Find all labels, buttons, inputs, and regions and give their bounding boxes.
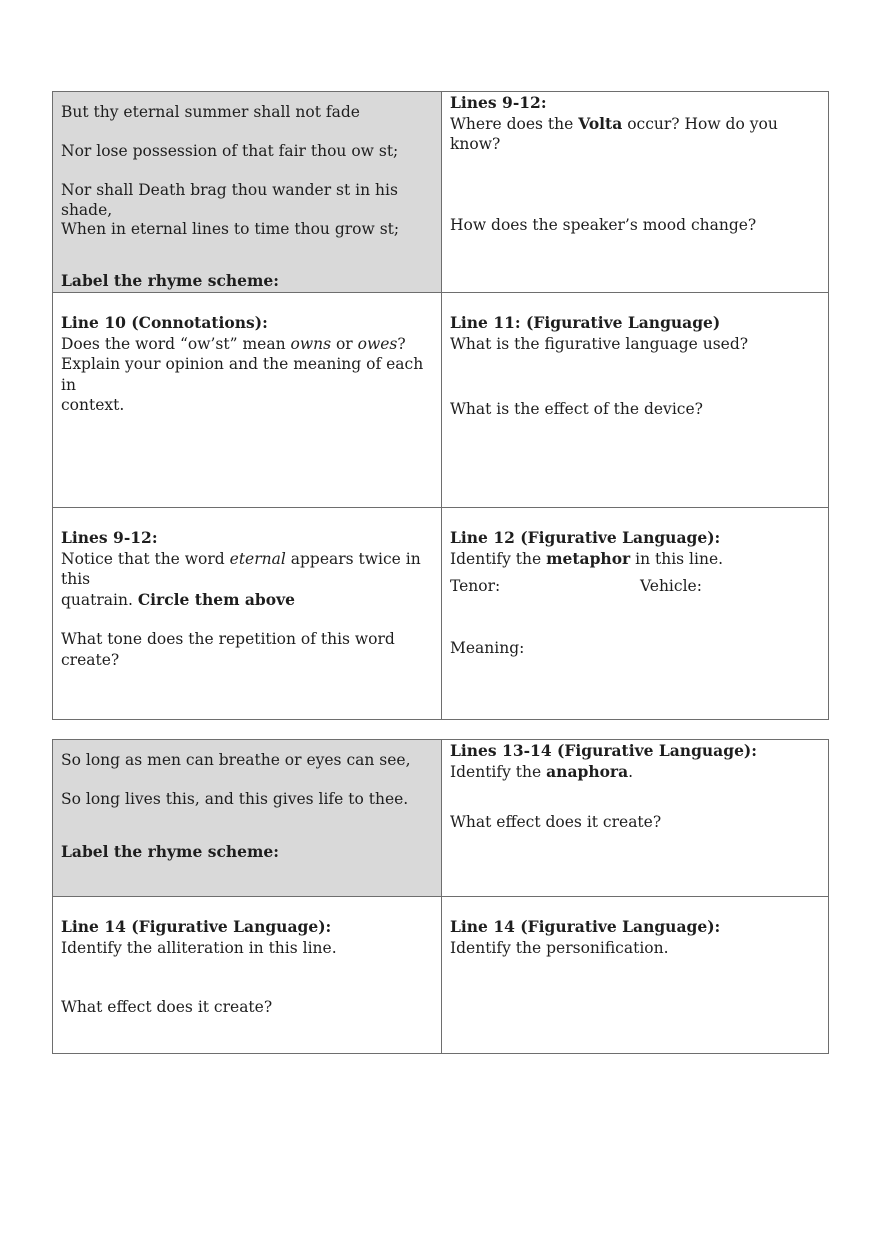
question-heading: Line 14 (Figurative Language): [450, 917, 721, 936]
connotations-question-cell[interactable] [53, 293, 441, 507]
question-text: What effect does it create? [61, 998, 273, 1016]
question-text: Identify the personification. [450, 938, 669, 957]
question-text: Notice that the word eternal appears twice in this [61, 549, 421, 588]
worksheet-table-1 [52, 91, 829, 720]
question-text: Identify the alliteration in this line. [61, 938, 337, 957]
question-text: What is the figurative language used? [450, 334, 749, 353]
question-text: Identify the metaphor in this line. [450, 548, 724, 568]
alliteration-question-cell[interactable] [53, 897, 441, 1053]
rhyme-scheme-label: Label the rhyme scheme: [61, 842, 279, 861]
question-heading: Line 11: (Figurative Language) [450, 313, 721, 332]
volta-question-cell[interactable] [442, 92, 828, 292]
question-heading: Lines 9-12: [450, 93, 547, 112]
question-text: Explain your opinion and the meaning of each in [61, 355, 424, 394]
tenor-vehicle-row [450, 576, 820, 597]
metaphor-line12-cell[interactable] [442, 508, 828, 719]
question-text: What tone does the repetition of this word create? [61, 630, 395, 669]
worksheet-table-2 [52, 739, 829, 1054]
anaphora-question-cell[interactable] [442, 740, 828, 896]
question-text: Does the word “ow’st” mean owns or owes? [61, 334, 406, 353]
poem-line: Nor lose possession of that fair thou ow st; [61, 142, 399, 160]
question-text: How does the speaker’s mood change? [450, 215, 757, 234]
tenor-label: Tenor: [450, 577, 501, 595]
question-heading: Line 10 (Connotations): [61, 313, 268, 332]
poem-line: Nor shall Death brag thou wander st in his shade, [61, 181, 398, 219]
poem-line: When in eternal lines to time thou grow st; [61, 220, 400, 238]
personification-question-cell[interactable] [442, 897, 828, 1053]
poem-quatrain-cell [53, 92, 441, 292]
question-text: Identify the anaphora. [450, 761, 634, 781]
question-heading: Lines 9-12: [61, 528, 158, 547]
question-text: quatrain. Circle them above [61, 589, 295, 609]
eternal-repetition-cell[interactable] [53, 508, 441, 719]
poem-line: But thy eternal summer shall not fade [61, 103, 360, 121]
poem-couplet-cell [53, 740, 441, 896]
question-text: What is the effect of the device? [450, 400, 703, 418]
question-heading: Line 12 (Figurative Language): [450, 528, 721, 547]
poem-line: So long lives this, and this gives life to thee. [61, 790, 409, 808]
question-text: Where does the Volta occur? How do you know? [450, 113, 778, 153]
question-heading: Lines 13-14 (Figurative Language): [450, 741, 757, 760]
question-text: What effect does it create? [450, 813, 662, 831]
figurative-line11-cell[interactable] [442, 293, 828, 507]
question-text: context. [61, 396, 125, 414]
vehicle-label: Vehicle: [640, 577, 702, 595]
question-heading: Line 14 (Figurative Language): [61, 917, 332, 936]
rhyme-scheme-label: Label the rhyme scheme: [61, 271, 279, 290]
meaning-label: Meaning: [450, 639, 525, 657]
poem-line: So long as men can breathe or eyes can see, [61, 751, 411, 769]
